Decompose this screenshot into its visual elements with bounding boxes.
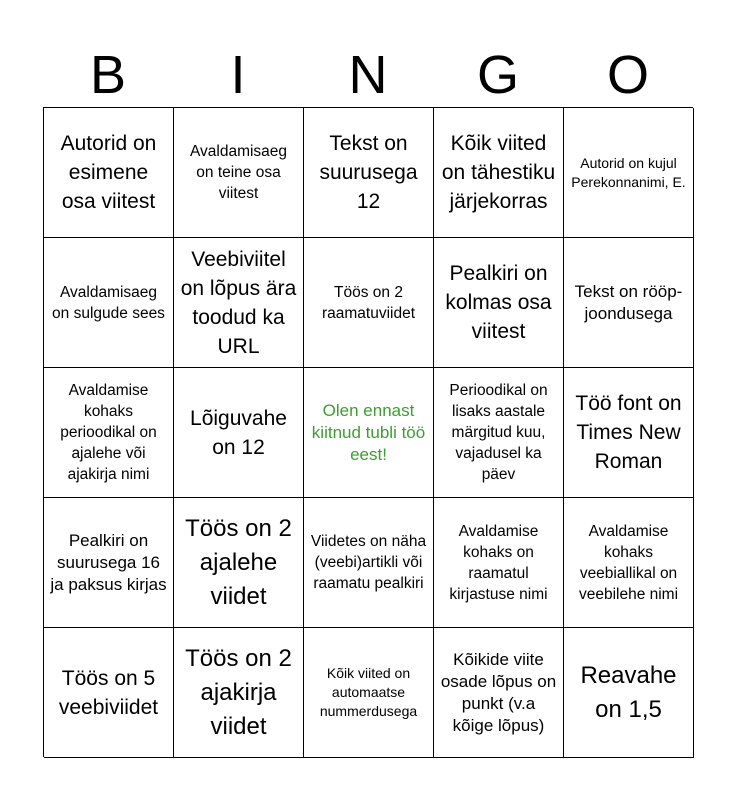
bingo-cell[interactable] [564, 628, 694, 758]
bingo-cell[interactable] [174, 108, 304, 238]
cell-text: Tekst on rööp-joondusega [574, 281, 683, 323]
cell-text: Tekst on suurusega 12 [319, 132, 418, 213]
header-letter-n: N [348, 45, 388, 105]
cell-text: Veebiviitel on lõpus ära toodud ka URL [180, 247, 297, 358]
bingo-cell[interactable] [304, 238, 434, 368]
cell-text: Perioodikal on lisaks aastale märgitud kuu, vajadusel ka päev [449, 382, 548, 483]
bingo-cell[interactable] [44, 368, 174, 498]
cell-text: Avaldamise kohaks perioodikal on ajalehe või ajakirja nimi [60, 382, 157, 483]
bingo-cell[interactable] [174, 498, 304, 628]
cell-text: Pealkiri on suurusega 16 ja paksus kirjas [50, 530, 167, 594]
bingo-cell[interactable] [434, 628, 564, 758]
bingo-cell-free[interactable] [304, 368, 434, 498]
bingo-cell[interactable] [304, 498, 434, 628]
header-letter-o: O [606, 45, 649, 105]
bingo-cell[interactable] [304, 108, 434, 238]
bingo-cell[interactable] [304, 628, 434, 758]
cell-text: Kõik viited on automaatse nummerdusega [319, 665, 418, 719]
cell-text: Töös on 2 ajakirja viidet [185, 644, 292, 740]
bingo-cell[interactable] [434, 108, 564, 238]
bingo-cell[interactable] [434, 368, 564, 498]
bingo-header [43, 44, 693, 106]
bingo-cell[interactable] [174, 238, 304, 368]
bingo-cell[interactable] [44, 628, 174, 758]
header-letter-b: B [89, 45, 127, 105]
cell-text: Lõiguvahe on 12 [190, 406, 287, 459]
cell-text: Avaldamisaeg on sulgude sees [52, 283, 165, 322]
free-cell-text: Olen ennast kiitnud tubli töö eest! [311, 400, 426, 464]
bingo-cell[interactable] [44, 238, 174, 368]
cell-text: Autorid on esimene osa viitest [60, 132, 157, 213]
cell-text: Kõikide viite osade lõpus on punkt (v.a kõige lõpus) [440, 649, 557, 735]
cell-text: Töö font on Times New Roman [575, 392, 682, 473]
cell-text: Pealkiri on kolmas osa viitest [445, 262, 552, 343]
cell-text: Viidetes on näha (veebi)artikli või raamatu pealkiri [310, 533, 427, 592]
bingo-cell[interactable] [174, 628, 304, 758]
cell-text: Töös on 5 veebiviidet [58, 666, 159, 719]
bingo-cell[interactable] [434, 238, 564, 368]
bingo-cell[interactable] [564, 498, 694, 628]
bingo-cell[interactable] [564, 238, 694, 368]
cell-text: Töös on 2 raamatuviidet [321, 283, 416, 322]
cell-text: Autorid on kujul Perekonnanimi, E. [571, 154, 686, 190]
bingo-cell[interactable] [44, 498, 174, 628]
bingo-cell[interactable] [174, 368, 304, 498]
cell-text: Töös on 2 ajalehe viidet [185, 514, 292, 610]
cell-text: Avaldamise kohaks veebiallikal on veebilehe nimi [578, 522, 679, 603]
bingo-grid [43, 107, 693, 757]
cell-text: Avaldamise kohaks on raamatul kirjastuse nimi [449, 522, 548, 603]
cell-text: Kõik viited on tähestiku järjekorras [441, 132, 556, 213]
cell-text: Reavahe on 1,5 [580, 661, 677, 723]
bingo-cell[interactable] [434, 498, 564, 628]
bingo-cell[interactable] [564, 368, 694, 498]
cell-text: Avaldamisaeg on teine osa viitest [189, 143, 288, 202]
bingo-cell[interactable] [564, 108, 694, 238]
bingo-cell[interactable] [44, 108, 174, 238]
header-letter-g: G [476, 45, 519, 105]
header-letter-i: I [230, 45, 246, 105]
